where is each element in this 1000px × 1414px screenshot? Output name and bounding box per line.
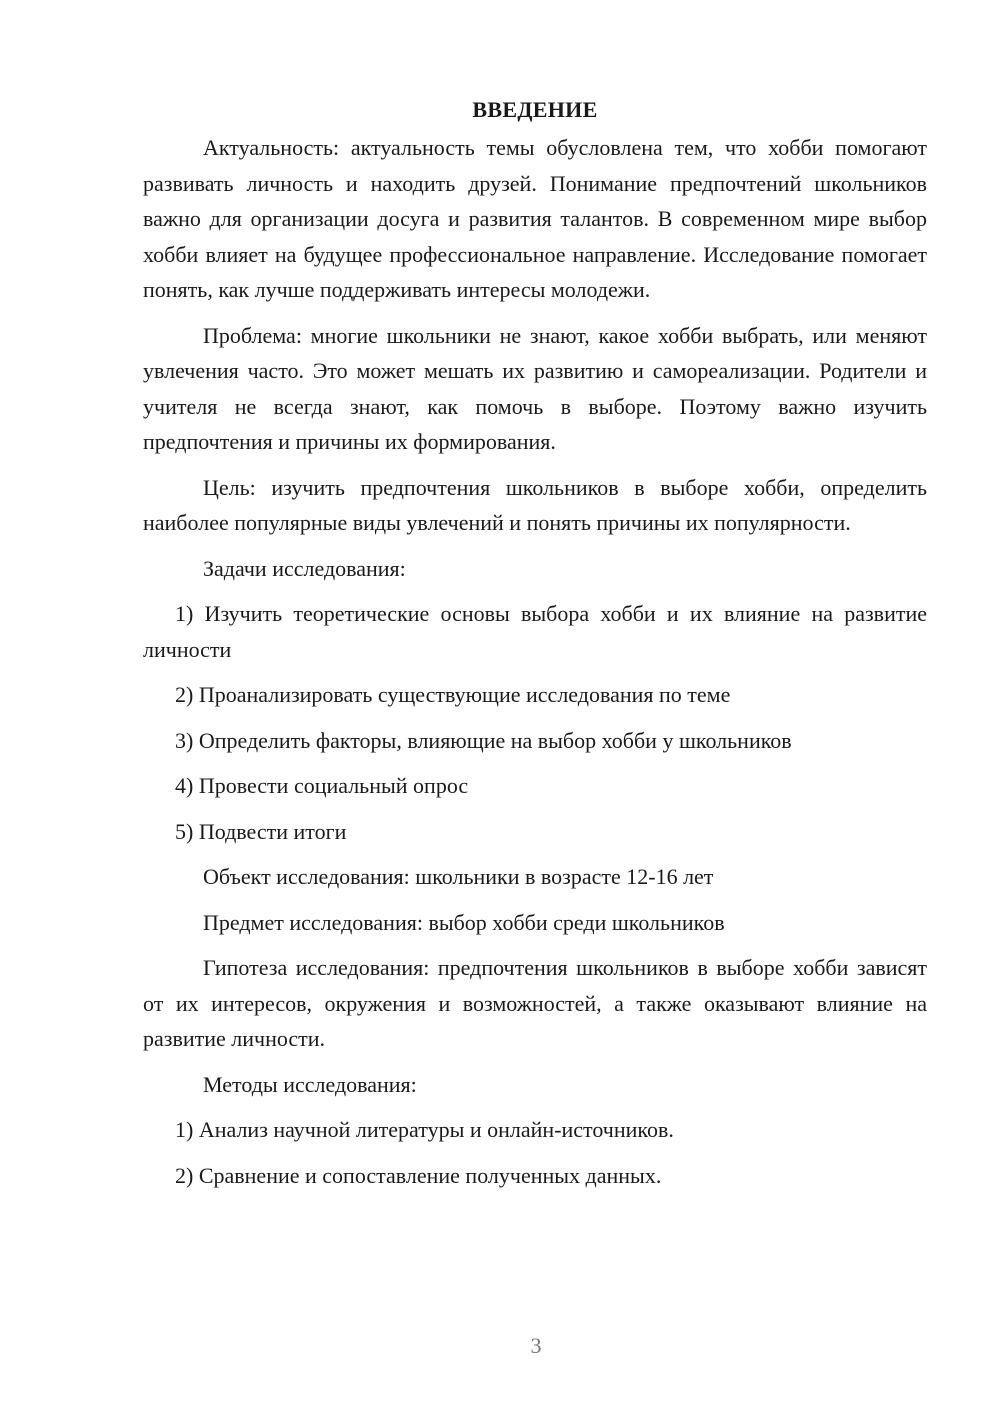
goal-paragraph: Цель: изучить предпочтения школьников в выборе хобби, определить наиболее популярные виды увлечений и понять причины их популярности. (143, 474, 927, 535)
tasks-heading: Задачи исследования: (203, 555, 406, 581)
research-object: Объект исследования: школьники в возрасте 12-16 лет (203, 864, 714, 889)
problem-paragraph: Проблема: многие школьники не знают, какое хобби выбрать, или меняют увлечения часто. Это может мешать их развитию и самореализации. Родители и учителя не всегда знают, как помочь в выборе. Поэтому важно изучить предпочтения и причины их формирования. (143, 322, 927, 454)
task-item-1: 1) Изучить теоретические основы выбора хобби и их влияние на развитие личности (143, 601, 927, 662)
method-item-1: 1) Анализ научной литературы и онлайн-источников. (175, 1117, 674, 1142)
task-item-5: 5) Подвести итоги (175, 818, 347, 844)
task-item-4: 4) Провести социальный опрос (175, 773, 469, 798)
task-item-2: 2) Проанализировать существующие исследования по теме (175, 682, 731, 707)
page-content (143, 92, 927, 1203)
task-item-3: 3) Определить факторы, влияющие на выбор хобби у школьников (175, 727, 792, 753)
page-number: 3 (530, 1333, 542, 1358)
research-subject: Предмет исследования: выбор хобби среди школьников (203, 909, 725, 935)
methods-heading: Методы исследования: (203, 1071, 417, 1097)
page-title: ВВЕДЕНИЕ (472, 97, 598, 122)
hypothesis-paragraph: Гипотеза исследования: предпочтения школьников в выборе хобби зависят от их интересов, окружения и возможностей, а также оказывают влияние на развитие личности. (143, 955, 927, 1051)
relevance-paragraph: Актуальность: актуальность темы обусловлена тем, что хобби помогают развивать личность и находить друзей. Понимание предпочтений школьников важно для организации досуга и развития талантов. В современном мире выбор хобби влияет на будущее профессиональное направление. Исследование помогает понять, как лучше поддерживать интересы молодежи. (143, 135, 927, 302)
method-item-2: 2) Сравнение и сопоставление полученных данных. (175, 1162, 662, 1188)
